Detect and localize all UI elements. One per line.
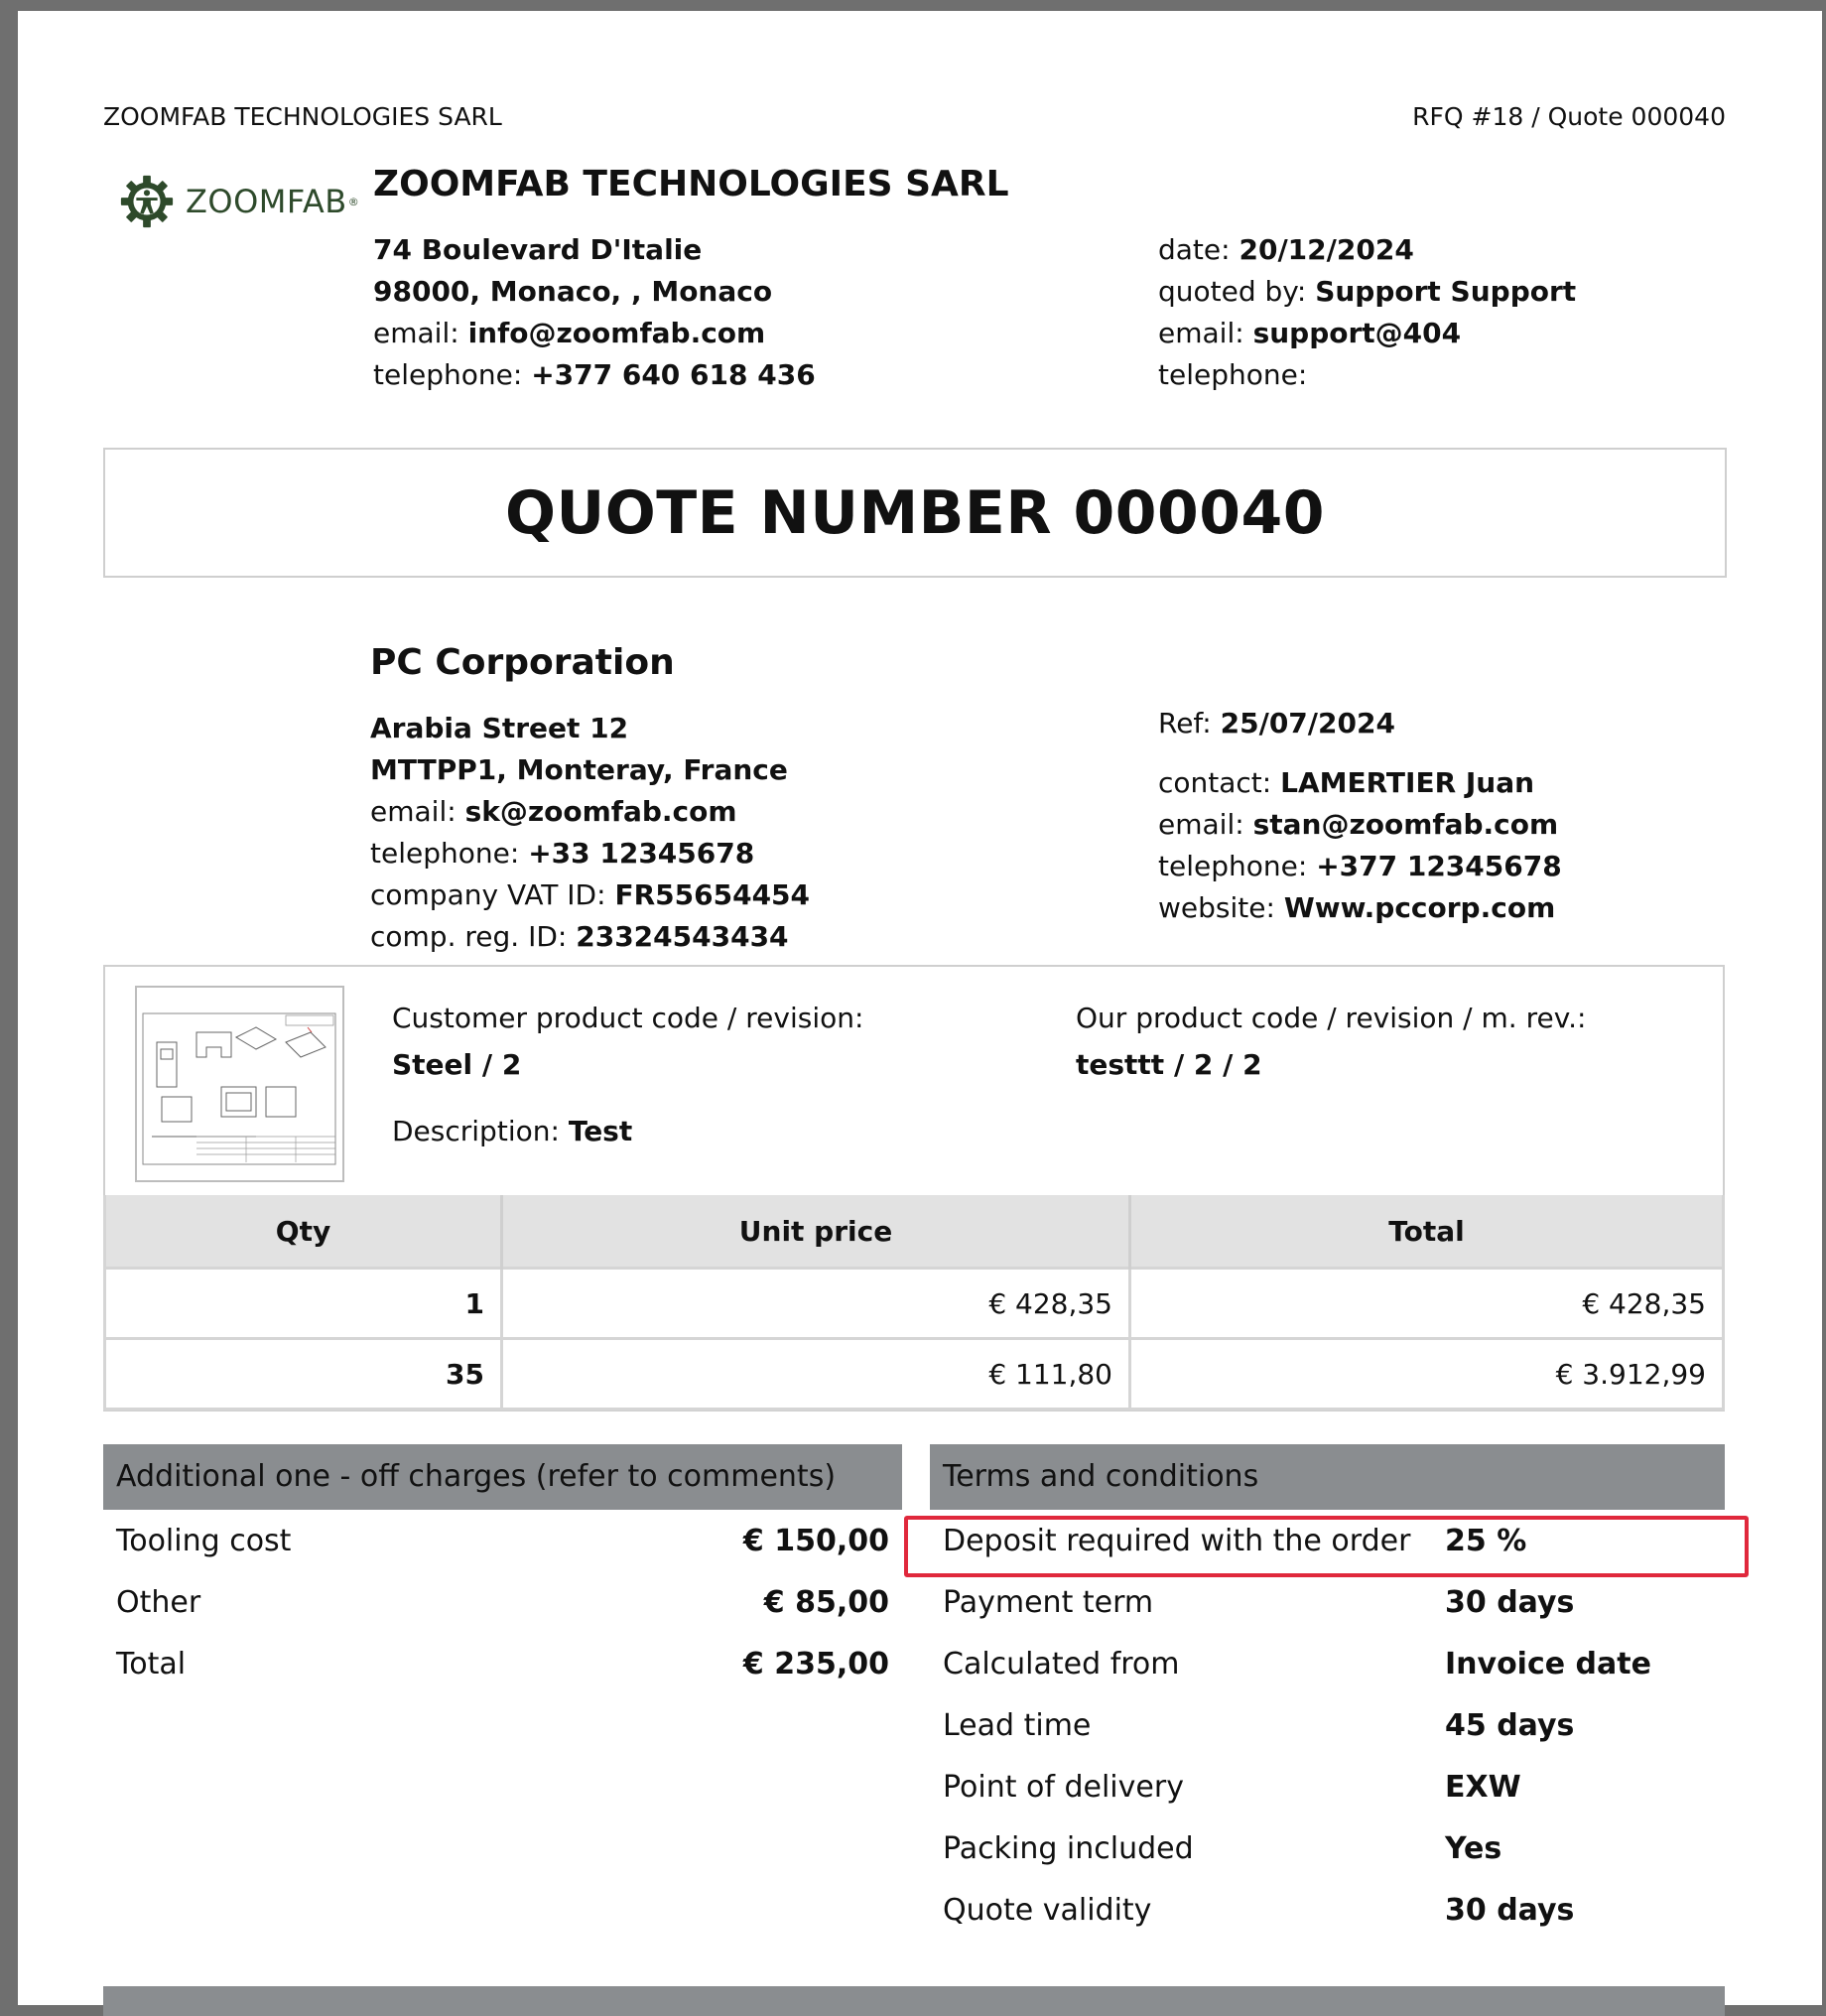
qty-cell: 35	[105, 1339, 502, 1410]
term-label: Deposit required with the order	[943, 1523, 1411, 1558]
customer-product-code: Steel / 2	[392, 1048, 522, 1081]
term-value: 30 days	[1445, 1584, 1575, 1620]
term-label: Lead time	[943, 1707, 1092, 1743]
our-product-code: testtt / 2 / 2	[1076, 1048, 1262, 1081]
term-value: Invoice date	[1445, 1646, 1651, 1681]
quote-date-label: date:	[1158, 233, 1231, 266]
next-section-header	[103, 1986, 1725, 2016]
charge-label: Other	[116, 1584, 201, 1620]
customer-reg: 23324543434	[576, 920, 789, 953]
customer-email-row	[370, 791, 810, 833]
contact-email-row	[1158, 804, 1562, 846]
customer-telephone: +33 12345678	[528, 837, 755, 870]
term-value: 30 days	[1445, 1892, 1575, 1928]
supplier-telephone-label: telephone:	[373, 358, 523, 391]
customer-address-line2: MTTPP1, Monteray, France	[370, 753, 788, 786]
term-label: Calculated from	[943, 1646, 1180, 1681]
customer-email-label: email:	[370, 795, 456, 828]
quote-email-row	[1158, 313, 1576, 354]
product-description: Test	[568, 1115, 633, 1147]
customer-ref-row	[1158, 703, 1395, 744]
supplier-email-row	[373, 313, 816, 354]
supplier-name: ZOOMFAB TECHNOLOGIES SARL	[373, 164, 1009, 204]
additional-charges-title: Additional one - off charges (refer to comments)	[103, 1444, 902, 1510]
list-item	[103, 1571, 902, 1633]
list-item	[930, 1756, 1725, 1817]
quote-telephone-label: telephone:	[1158, 358, 1308, 391]
list-item	[103, 1633, 902, 1694]
term-label: Payment term	[943, 1584, 1154, 1620]
customer-product-code-label: Customer product code / revision:	[392, 1002, 864, 1034]
list-item	[930, 1694, 1725, 1756]
supplier-email: info@zoomfab.com	[467, 317, 766, 349]
contact-telephone-label: telephone:	[1158, 850, 1308, 882]
charge-value: € 235,00	[742, 1646, 889, 1681]
customer-email: sk@zoomfab.com	[464, 795, 737, 828]
contact-email: stan@zoomfab.com	[1252, 808, 1559, 841]
quote-meta	[1158, 229, 1576, 396]
quoted-by-label: quoted by:	[1158, 275, 1307, 308]
contact-label: contact:	[1158, 766, 1272, 799]
registered-mark-icon: ®	[347, 195, 359, 208]
list-item	[930, 1571, 1725, 1633]
unit-price-cell: € 111,80	[502, 1339, 1130, 1410]
supplier-address-line1: 74 Boulevard D'Italie	[373, 233, 703, 266]
qty-header: Qty	[105, 1195, 502, 1269]
term-label: Quote validity	[943, 1892, 1152, 1928]
quote-date: 20/12/2024	[1239, 233, 1414, 266]
supplier-address-line2: 98000, Monaco, , Monaco	[373, 275, 773, 308]
customer-address-line1: Arabia Street 12	[370, 712, 629, 744]
list-item	[930, 1879, 1725, 1941]
term-value: EXW	[1445, 1769, 1521, 1805]
unit-price-header: Unit price	[502, 1195, 1130, 1269]
contact-email-label: email:	[1158, 808, 1244, 841]
quote-number-title: QUOTE NUMBER 000040	[505, 477, 1325, 548]
customer-ref-label: Ref:	[1158, 707, 1212, 739]
unit-price-cell: € 428,35	[502, 1269, 1130, 1339]
quoted-by-row	[1158, 271, 1576, 313]
header-rfq-reference: RFQ #18 / Quote 000040	[1412, 102, 1726, 131]
quote-email-label: email:	[1158, 317, 1244, 349]
qty-cell: 1	[105, 1269, 502, 1339]
logo-text: ZOOMFAB	[186, 183, 347, 220]
customer-ref	[1158, 703, 1395, 744]
header-company-name: ZOOMFAB TECHNOLOGIES SARL	[103, 102, 502, 131]
our-product-code-label: Our product code / revision / m. rev.:	[1076, 1002, 1587, 1034]
total-header: Total	[1130, 1195, 1724, 1269]
contact-telephone: +377 12345678	[1316, 850, 1562, 882]
supplier-email-label: email:	[373, 317, 459, 349]
customer-reg-label: comp. reg. ID:	[370, 920, 568, 953]
product-description-label: Description:	[392, 1115, 560, 1147]
customer-details	[370, 708, 810, 958]
list-item	[103, 1510, 902, 1571]
customer-telephone-row	[370, 833, 810, 874]
term-value: 45 days	[1445, 1707, 1575, 1743]
quote-date-row	[1158, 229, 1576, 271]
terms-title: Terms and conditions	[930, 1444, 1725, 1510]
contact-row	[1158, 762, 1562, 804]
term-label: Packing included	[943, 1830, 1194, 1866]
term-value: 25 %	[1445, 1523, 1527, 1558]
customer-contact-details	[1158, 762, 1562, 929]
charge-value: € 85,00	[763, 1584, 889, 1620]
term-value: Yes	[1445, 1830, 1502, 1866]
list-item	[930, 1633, 1725, 1694]
contact-name: LAMERTIER Juan	[1280, 766, 1535, 799]
charge-label: Tooling cost	[116, 1523, 292, 1558]
supplier-details	[373, 229, 816, 396]
supplier-telephone-row	[373, 354, 816, 396]
product-drawing-thumbnail[interactable]	[135, 986, 344, 1182]
customer-ref-value: 25/07/2024	[1220, 707, 1395, 739]
technical-drawing-icon	[137, 988, 342, 1180]
quote-telephone-row	[1158, 354, 1576, 396]
charge-value: € 150,00	[742, 1523, 889, 1558]
price-table-header	[105, 1195, 1724, 1269]
quote-page	[18, 11, 1822, 2005]
supplier-telephone: +377 640 618 436	[531, 358, 816, 391]
contact-website: Www.pccorp.com	[1283, 891, 1556, 924]
term-label: Point of delivery	[943, 1769, 1184, 1805]
customer-vat: FR55654454	[614, 878, 811, 911]
charge-label: Total	[116, 1646, 187, 1681]
table-row	[105, 1339, 1724, 1410]
quote-number-box	[103, 448, 1727, 578]
customer-name: PC Corporation	[370, 642, 675, 683]
price-table	[103, 1195, 1725, 1411]
list-item	[930, 1817, 1725, 1879]
quote-email: support@404	[1252, 317, 1462, 349]
customer-vat-label: company VAT ID:	[370, 878, 606, 911]
contact-website-row	[1158, 887, 1562, 929]
customer-reg-row	[370, 916, 810, 958]
total-cell: € 3.912,99	[1130, 1339, 1724, 1410]
quoted-by: Support Support	[1315, 275, 1577, 308]
table-row	[105, 1269, 1724, 1339]
product-description-row	[392, 1115, 632, 1147]
contact-website-label: website:	[1158, 891, 1275, 924]
contact-telephone-row	[1158, 846, 1562, 887]
customer-vat-row	[370, 874, 810, 916]
gear-person-logo-icon	[118, 173, 176, 230]
additional-charges-panel	[103, 1444, 902, 1694]
company-logo	[118, 167, 376, 236]
customer-telephone-label: telephone:	[370, 837, 520, 870]
total-cell: € 428,35	[1130, 1269, 1724, 1339]
deposit-highlight-box	[904, 1516, 1749, 1577]
